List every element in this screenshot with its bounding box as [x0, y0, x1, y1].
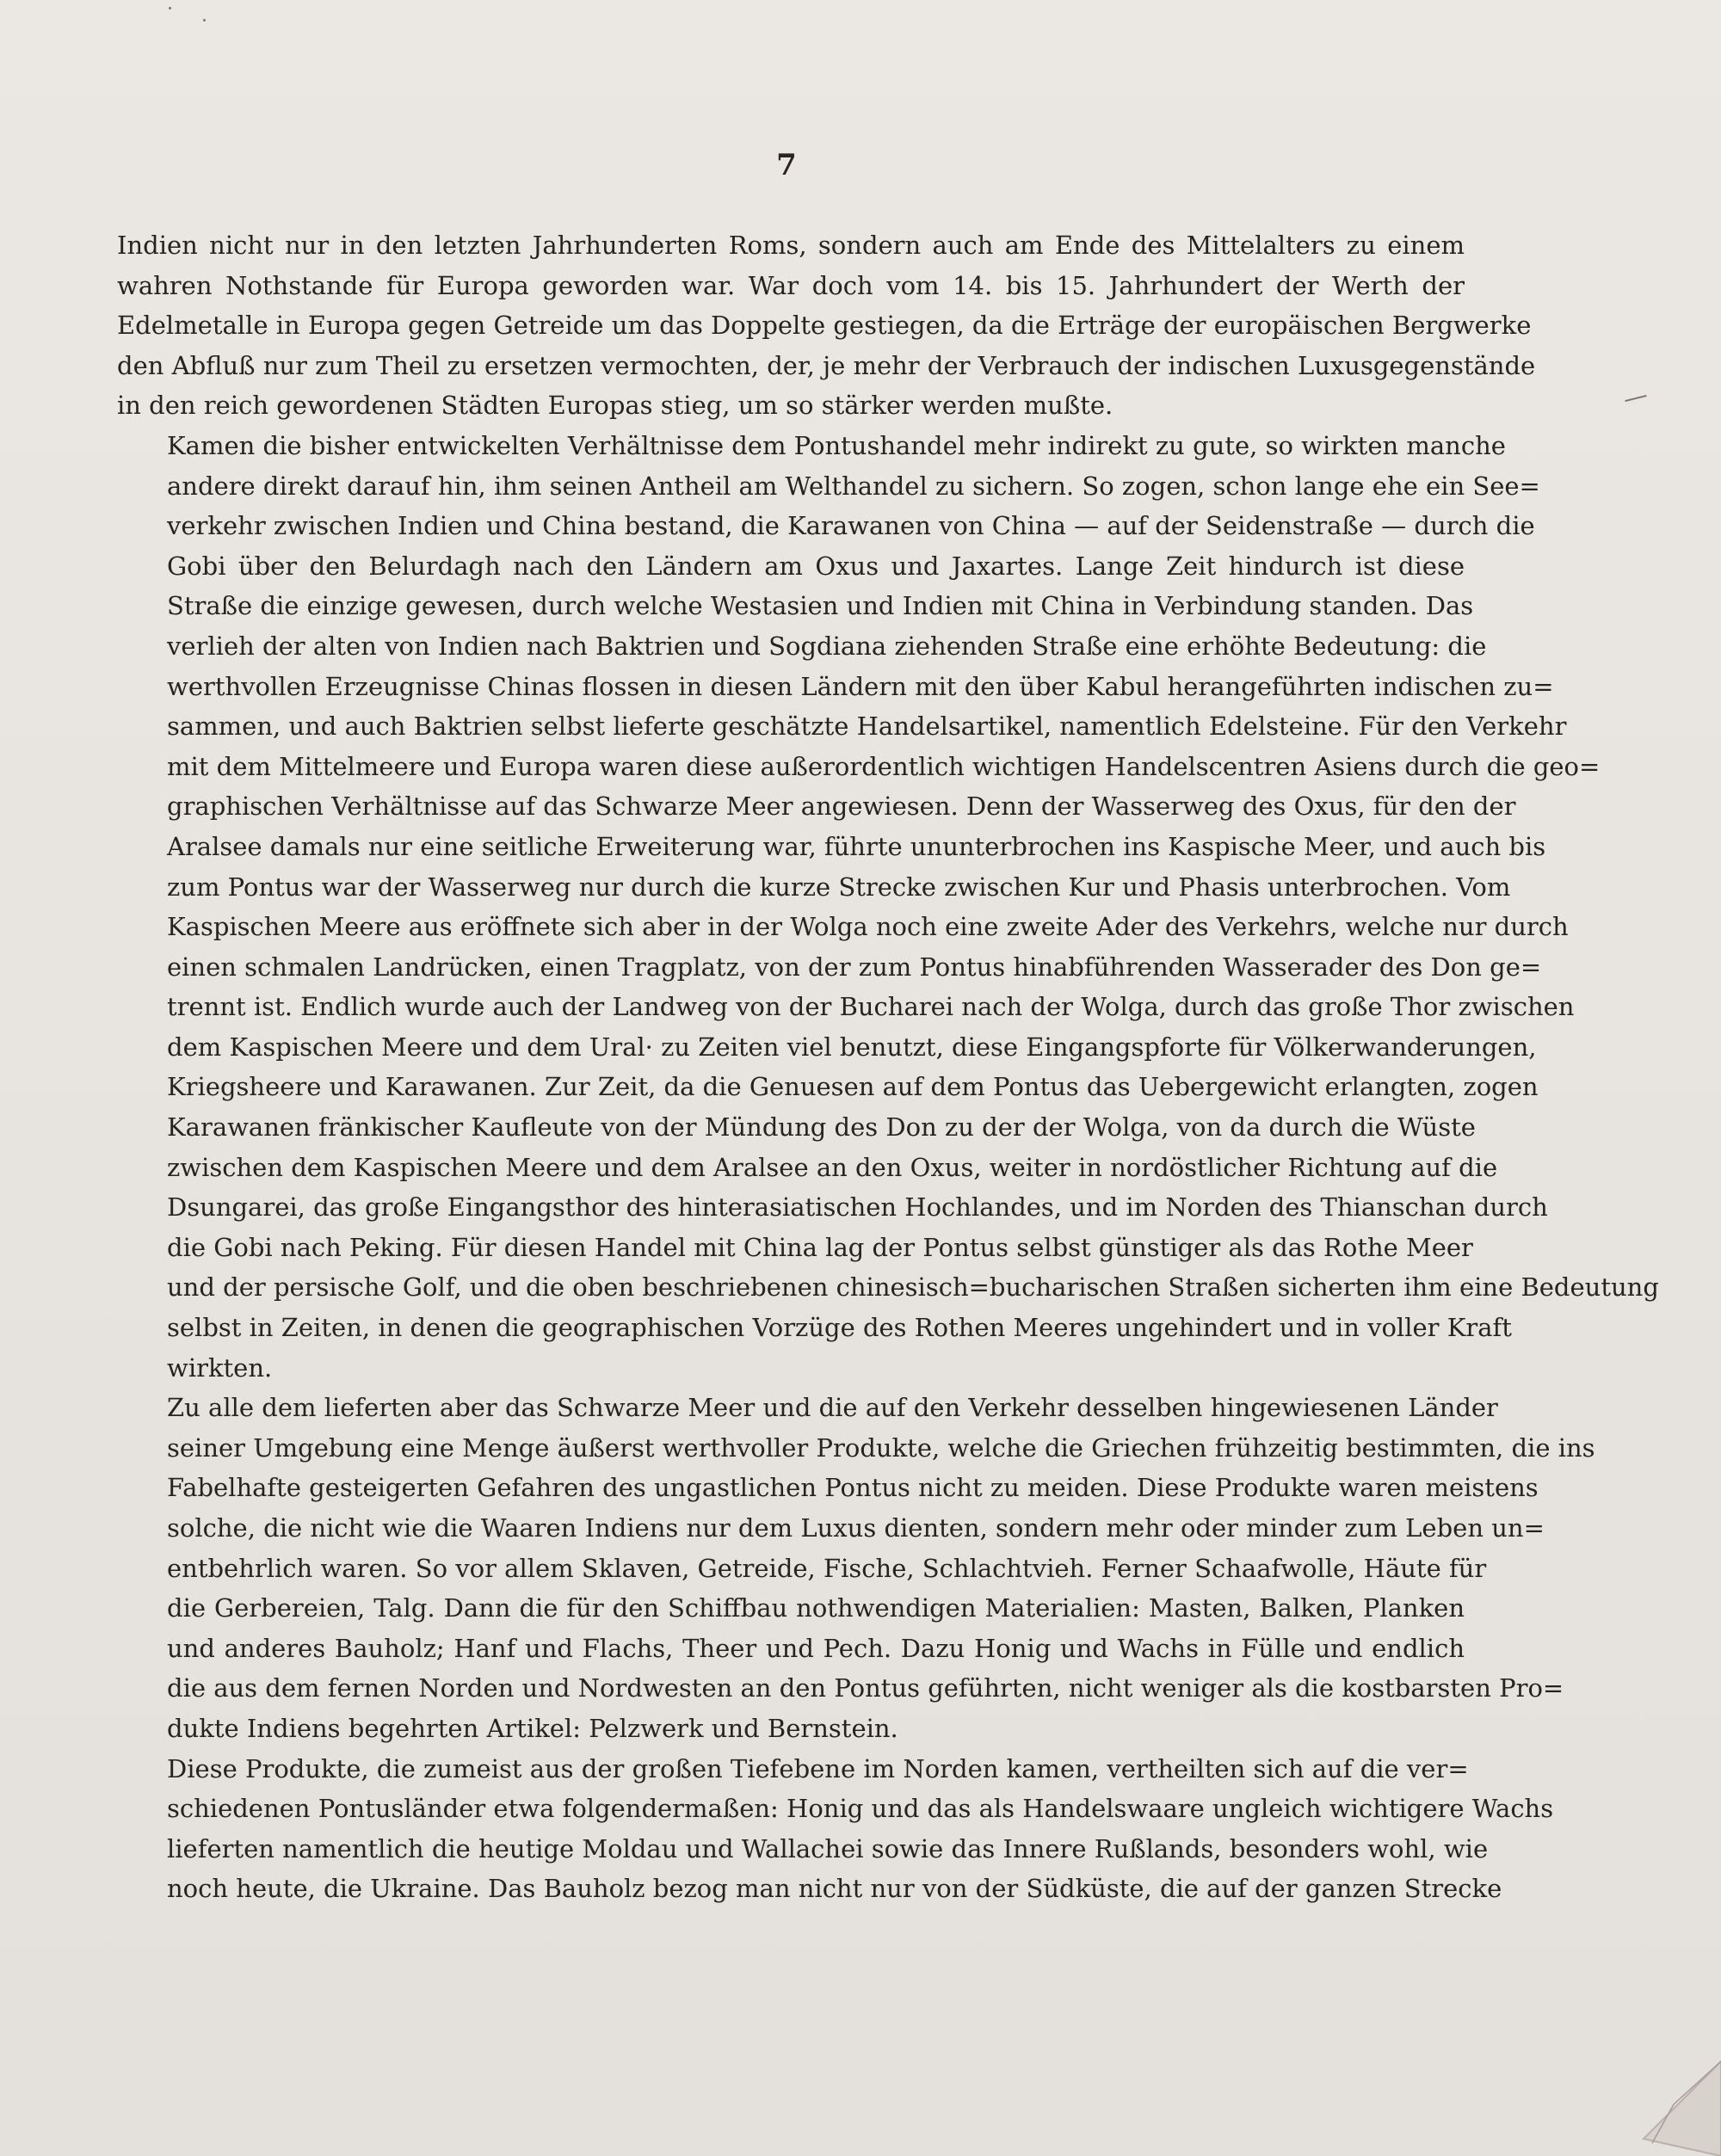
text-line: einen schmalen Landrücken, einen Tragplatz, von der zum Pontus hinabführenden Wasserader des Don ge=: [167, 952, 1542, 982]
page-corner-fold: [1592, 2044, 1721, 2156]
text-line: zwischen dem Kaspischen Meere und dem Aralsee an den Oxus, weiter in nordöstlicher Richtung auf die: [167, 1152, 1498, 1182]
text-line: Fabelhafte gesteigerten Gefahren des ungastlichen Pontus nicht zu meiden. Diese Produkte waren meistens: [167, 1473, 1539, 1503]
text-line: verlieh der alten von Indien nach Baktrien und Sogdiana ziehenden Straße eine erhöhte Bedeutung: die: [167, 631, 1487, 661]
text-line: Edelmetalle in Europa gegen Getreide um das Doppelte gestiegen, da die Erträge der europäischen Bergwerke: [117, 311, 1532, 341]
text-line: schiedenen Pontusländer etwa folgendermaßen: Honig und das als Handelswaare ungleich wichtigere Wachs: [167, 1794, 1554, 1824]
text-line: Diese Produkte, die zumeist aus der großen Tiefebene im Norden kamen, vertheilten sich auf die ver=: [167, 1753, 1469, 1783]
text-line: seiner Umgebung eine Menge äußerst werthvoller Produkte, welche die Griechen frühzeitig bestimmten, die ins: [167, 1432, 1595, 1463]
text-line: und der persische Golf, und die oben beschriebenen chinesisch=bucharischen Straßen sicherten ihm eine Bedeutung: [167, 1272, 1659, 1303]
text-line: sammen, und auch Baktrien selbst lieferte geschätzte Handelsartikel, namentlich Edelsteine. Für den Verkehr: [167, 711, 1567, 742]
text-line: Indien nicht nur in den letzten Jahrhunderten Roms, sondern auch am Ende des Mittelalters zu einem: [117, 231, 1465, 260]
paragraph: [117, 225, 1536, 426]
paper-speck: [203, 19, 206, 22]
paper-speck: [169, 7, 171, 9]
text-line: werthvollen Erzeugnisse Chinas flossen in diesen Ländern mit den über Kabul herangeführten indischen zu=: [167, 671, 1554, 701]
paragraph: [117, 426, 1659, 1388]
text-line: graphischen Verhältnisse auf das Schwarze Meer angewiesen. Denn der Wasserweg des Oxus, für den der: [167, 792, 1516, 822]
text-line: Kriegsheere und Karawanen. Zur Zeit, da die Genuesen auf dem Pontus das Uebergewicht erlangten, zogen: [167, 1072, 1539, 1102]
text-line: in den reich gewordenen Städten Europas stieg, um so stärker werden mußte.: [117, 391, 1113, 421]
text-line: und anderes Bauholz; Hanf und Flachs, Theer und Pech. Dazu Honig und Wachs in Fülle und endlich: [167, 1633, 1465, 1663]
text-line: zum Pontus war der Wasserweg nur durch die kurze Strecke zwischen Kur und Phasis unterbrochen. Vom: [167, 872, 1511, 902]
text-line: selbst in Zeiten, in denen die geographischen Vorzüge des Rothen Meeres ungehindert und in voller Kraft: [167, 1313, 1512, 1343]
text-line: mit dem Mittelmeere und Europa waren diese außerordentlich wichtigen Handelscentren Asiens durch die geo=: [167, 751, 1601, 781]
text-line: Dsungarei, das große Eingangsthor des hinterasiatischen Hochlandes, und im Norden des Thianschan durch: [167, 1192, 1548, 1223]
text-line: die aus dem fernen Norden und Nordwesten an den Pontus geführten, nicht weniger als die kostbarsten Pro=: [167, 1673, 1564, 1703]
text-line: wahren Nothstande für Europa geworden war. War doch vom 14. bis 15. Jahrhundert der Werth der: [117, 270, 1465, 300]
body-text: [117, 225, 1659, 1909]
text-line: Gobi über den Belurdagh nach den Ländern am Oxus und Jaxartes. Lange Zeit hindurch ist diese: [167, 551, 1465, 581]
text-line: noch heute, die Ukraine. Das Bauholz bezog man nicht nur von der Südküste, die auf der ganzen Strecke: [167, 1874, 1502, 1904]
text-line: solche, die nicht wie die Waaren Indiens nur dem Luxus dienten, sondern mehr oder minder zum Leben un=: [167, 1513, 1545, 1543]
text-line: die Gerbereien, Talg. Dann die für den Schiffbau nothwendigen Materialien: Masten, Balken, Planken: [167, 1593, 1465, 1623]
text-line: Straße die einzige gewesen, durch welche Westasien und Indien mit China in Verbindung standen. Das: [167, 591, 1474, 621]
text-line: den Abfluß nur zum Theil zu ersetzen vermochten, der, je mehr der Verbrauch der indischen Luxusgegenstände: [117, 350, 1536, 380]
text-line: dukte Indiens begehrten Artikel: Pelzwerk und Bernstein.: [167, 1713, 898, 1743]
page-number: 7: [776, 148, 797, 182]
text-line: wirkten.: [167, 1352, 273, 1383]
text-line: die Gobi nach Peking. Für diesen Handel mit China lag der Pontus selbst günstiger als das Rothe Meer: [167, 1232, 1473, 1262]
paper-speck: [1625, 395, 1647, 402]
paragraph: [117, 1388, 1595, 1748]
text-line: Karawanen fränkischer Kaufleute von der Mündung des Don zu der der Wolga, von da durch die Wüste: [167, 1112, 1476, 1143]
text-line: verkehr zwischen Indien und China bestand, die Karawanen von China — auf der Seidenstraße — durch die: [167, 511, 1535, 541]
text-line: lieferten namentlich die heutige Moldau und Wallachei sowie das Innere Rußlands, besonders wohl, wie: [167, 1833, 1489, 1863]
text-line: Aralsee damals nur eine seitliche Erweiterung war, führte ununterbrochen ins Kaspische Meer, und auch bis: [167, 831, 1546, 861]
text-line: Zu alle dem lieferten aber das Schwarze Meer und die auf den Verkehr desselben hingewiesenen Länder: [167, 1393, 1498, 1423]
text-line: dem Kaspischen Meere und dem Ural· zu Zeiten viel benutzt, diese Eingangspforte für Völkerwanderungen,: [167, 1032, 1537, 1062]
text-line: entbehrlich waren. So vor allem Sklaven, Getreide, Fische, Schlachtvieh. Ferner Schaafwolle, Häute für: [167, 1553, 1487, 1583]
text-line: Kamen die bisher entwickelten Verhältnisse dem Pontushandel mehr indirekt zu gute, so wirkten manche: [167, 430, 1506, 460]
text-line: Kaspischen Meere aus eröffnete sich aber in der Wolga noch eine zweite Ader des Verkehrs, welche nur durch: [167, 912, 1569, 942]
paragraph: [117, 1749, 1554, 1909]
text-line: andere direkt darauf hin, ihm seinen Antheil am Welthandel zu sichern. So zogen, schon lange ehe ein See=: [167, 471, 1540, 501]
text-line: trennt ist. Endlich wurde auch der Landweg von der Bucharei nach der Wolga, durch das große Thor zwischen: [167, 992, 1575, 1022]
